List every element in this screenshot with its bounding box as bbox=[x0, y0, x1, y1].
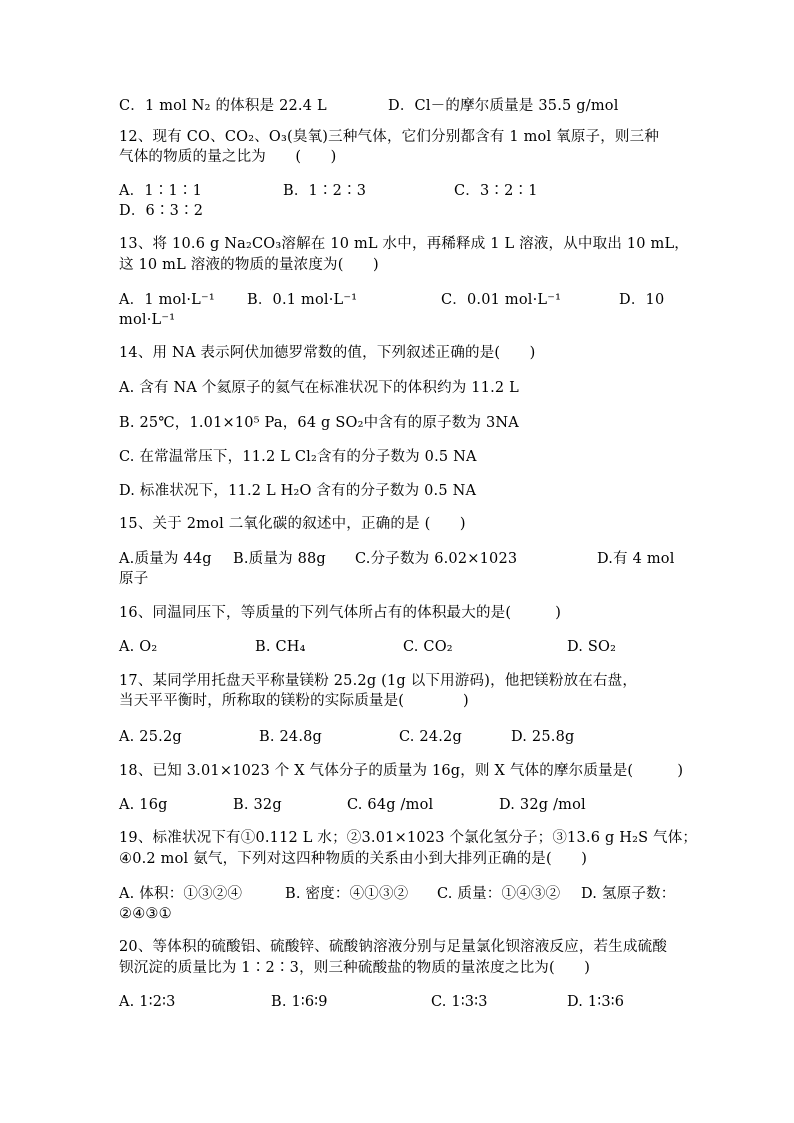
q19-stem-line2: ④0.2 mol 氨气，下列对这四种物质的关系由小到大排列正确的是( ) bbox=[119, 851, 588, 867]
q19-option-c: C. 质量：①④③② bbox=[437, 886, 561, 902]
q19-stem-line1: 19、标准状况下有①0.112 L 水；②3.01×1023 个氯化氢分子；③13.6 g H₂S 气体； bbox=[119, 830, 698, 846]
q13-option-d-part2: mol·L⁻¹ bbox=[119, 312, 176, 328]
q16-stem: 16、同温同压下，等质量的下列气体所占有的体积最大的是( ) bbox=[119, 605, 562, 621]
q20-option-c: C. 1∶3∶3 bbox=[431, 994, 488, 1010]
q14-option-c: C. 在常温常压下，11.2 L Cl₂含有的分子数为 0.5 NA bbox=[119, 449, 477, 465]
q12-stem-line2: 气体的物质的量之比为 ( ) bbox=[119, 149, 337, 165]
q11-option-c-text: 1 mol N₂ 的体积是 22.4 L bbox=[145, 98, 327, 114]
q13-option-b: B．0.1 mol·L⁻¹ bbox=[247, 292, 358, 308]
q12-option-b: B．1∶2∶3 bbox=[283, 183, 367, 199]
q13-option-d-part1: D．10 bbox=[619, 292, 665, 308]
q15-option-d-part2: 原子 bbox=[119, 571, 149, 587]
q15-stem: 15、关于 2mol 二氧化碳的叙述中，正确的是 ( ) bbox=[119, 516, 466, 532]
q15-option-a: A.质量为 44g bbox=[119, 551, 212, 567]
q11-option-d-line bbox=[388, 96, 619, 116]
q17-stem-line2: 当天平平衡时，所称取的镁粉的实际质量是( ) bbox=[119, 693, 469, 709]
q12-option-a: A．1∶1∶1 bbox=[119, 183, 203, 199]
q18-option-c: C. 64g /mol bbox=[347, 797, 434, 813]
q16-option-c: C. CO₂ bbox=[403, 639, 453, 655]
q13-stem-line2: 这 10 mL 溶液的物质的量浓度为( ) bbox=[119, 257, 379, 273]
q18-option-b: B. 32g bbox=[233, 797, 282, 813]
q16-option-a: A. O₂ bbox=[119, 639, 158, 655]
q17-option-d: D. 25.8g bbox=[511, 729, 575, 745]
q15-option-b: B.质量为 88g bbox=[233, 551, 326, 567]
q11-option-d-text: Cl－的摩尔质量是 35.5 g/mol bbox=[414, 98, 619, 114]
q12-option-c: C．3∶2∶1 bbox=[454, 183, 538, 199]
q14-option-a: A. 含有 NA 个氦原子的氦气在标准状况下的体积约为 11.2 L bbox=[119, 380, 519, 396]
q20-option-b: B. 1∶6∶9 bbox=[271, 994, 328, 1010]
q20-option-d: D. 1∶3∶6 bbox=[567, 994, 625, 1010]
q19-option-b: B. 密度：④①③② bbox=[285, 886, 409, 902]
q18-option-d: D. 32g /mol bbox=[499, 797, 586, 813]
q12-option-d: D．6∶3∶2 bbox=[119, 203, 204, 219]
q20-option-a: A. 1∶2∶3 bbox=[119, 994, 176, 1010]
q14-option-b: B. 25℃，1.01×10⁵ Pa，64 g SO₂中含有的原子数为 3NA bbox=[119, 415, 519, 431]
q14-stem: 14、用 NA 表示阿伏加德罗常数的值，下列叙述正确的是( ) bbox=[119, 345, 536, 361]
q19-option-a: A. 体积：①③②④ bbox=[119, 886, 243, 902]
q13-stem-line1: 13、将 10.6 g Na₂CO₃溶解在 10 mL 水中，再稀释成 1 L 溶液，从中取出 10 mL， bbox=[119, 236, 689, 252]
q17-option-b: B. 24.8g bbox=[259, 729, 323, 745]
q17-stem-line1: 17、某同学用托盘天平称量镁粉 25.2g (1g 以下用游码)，他把镁粉放在右盘， bbox=[119, 673, 638, 689]
q17-option-c: C. 24.2g bbox=[399, 729, 462, 745]
q17-option-a: A. 25.2g bbox=[119, 729, 182, 745]
q11-options-line bbox=[119, 96, 327, 116]
q13-option-c: C．0.01 mol·L⁻¹ bbox=[441, 292, 562, 308]
q19-option-d-part1: D. 氢原子数： bbox=[581, 886, 676, 902]
q12-stem-line1: 12、现有 CO、CO₂、O₃(臭氧)三种气体，它们分别都含有 1 mol 氧原子，则三种 bbox=[119, 129, 660, 145]
q18-option-a: A. 16g bbox=[119, 797, 168, 813]
q16-option-d: D. SO₂ bbox=[567, 639, 617, 655]
q11-option-c: C． bbox=[119, 98, 145, 114]
q11-option-d: D． bbox=[388, 98, 415, 114]
q20-stem-line1: 20、等体积的硫酸铝、硫酸锌、硫酸钠溶液分别与足量氯化钡溶液反应，若生成硫酸 bbox=[119, 939, 668, 955]
q13-option-a: A．1 mol·L⁻¹ bbox=[119, 292, 215, 308]
q15-option-d-part1: D.有 4 mol bbox=[597, 551, 675, 567]
q14-option-d: D. 标准状况下，11.2 L H₂O 含有的分子数为 0.5 NA bbox=[119, 483, 477, 499]
q19-option-d-part2: ②④③① bbox=[119, 906, 172, 922]
q15-option-c: C.分子数为 6.02×1023 bbox=[355, 551, 518, 567]
q16-option-b: B. CH₄ bbox=[255, 639, 306, 655]
q20-stem-line2: 钡沉淀的质量比为 1∶2∶3，则三种硫酸盐的物质的量浓度之比为( ) bbox=[119, 960, 591, 976]
q18-stem: 18、已知 3.01×1023 个 X 气体分子的质量为 16g，则 X 气体的摩尔质量是( ) bbox=[119, 763, 684, 779]
